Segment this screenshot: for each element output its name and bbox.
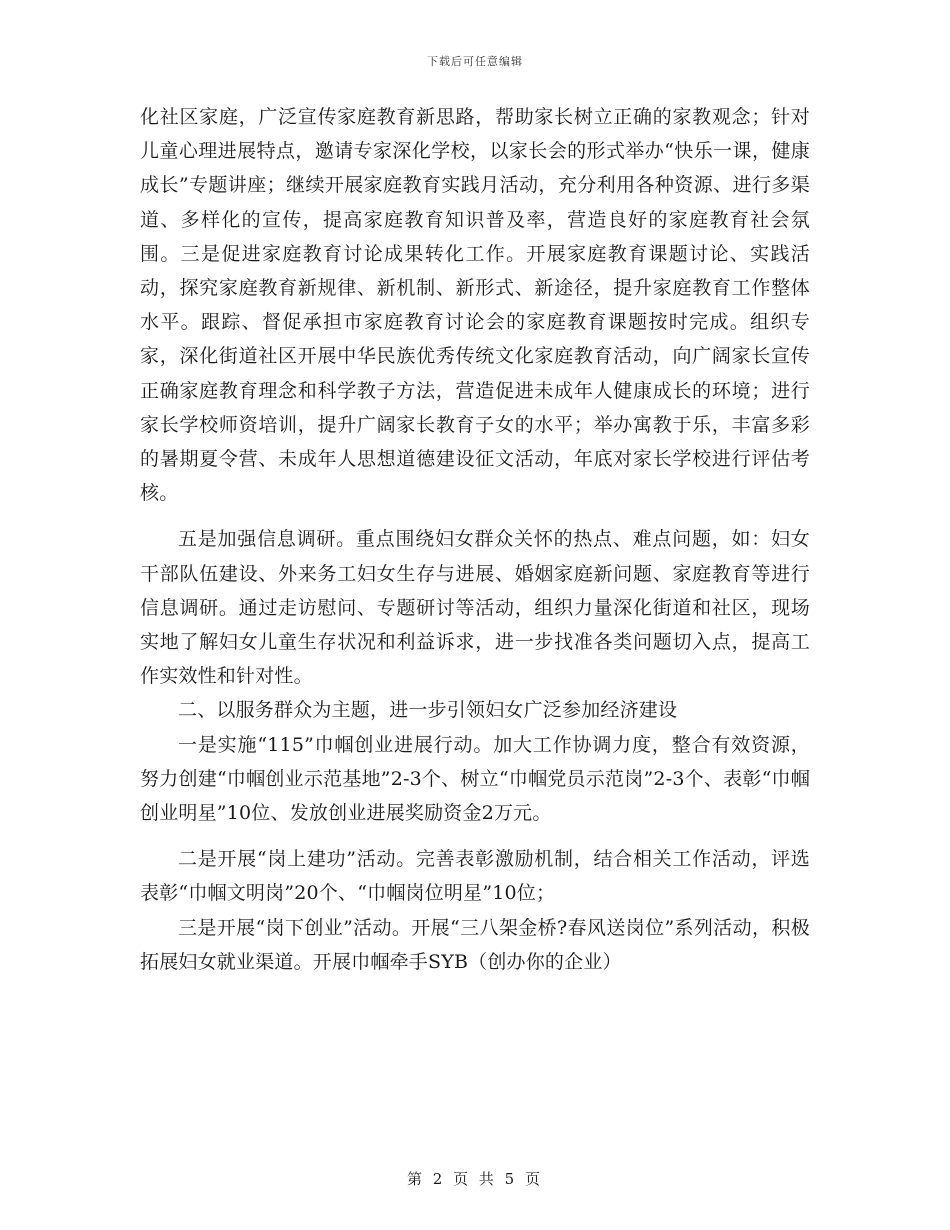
paragraph-post-merit: 二是开展“岗上建功”活动。完善表彰激励机制，结合相关工作活动，评选表彰“巾帼文明岗”20个、“巾帼岗位明星”10位； [140, 848, 810, 905]
body-text [140, 100, 810, 979]
page-header: 下载后可任意编辑 [427, 55, 523, 68]
paragraph-entrepreneurship-action: 一是实施“115”巾帼创业进展行动。加大工作协调力度，整合有效资源，努力创建“巾帼创业示范基地”2-3个、树立“巾帼党员示范岗”2-3个、表彰“巾帼创业明星”10位、发放创业进展奖励资金2万元。 [140, 733, 810, 825]
paragraph-information-research: 五是加强信息调研。重点围绕妇女群众关怀的热点、难点问题，如：妇女干部队伍建设、外来务工妇女生存与进展、婚姻家庭新问题、家庭教育等进行信息调研。通过走访慰问、专题研讨等活动，组织力量深化街道和社区，现场实地了解妇女儿童生存状况和利益诉求，进一步找准各类问题切入点，提高工作实效性和针对性。 [140, 528, 810, 688]
paragraph-post-startup: 三是开展“岗下创业”活动。开展“三八架金桥?春风送岗位”系列活动，积极拓展妇女就业渠道。开展巾帼牵手SYB（创办你的企业） [140, 916, 810, 973]
section-heading-economic-construction: 二、以服务群众为主题，进一步引领妇女广泛参加经济建设 [178, 699, 678, 722]
paragraph-family-education: 化社区家庭，广泛宣传家庭教育新思路，帮助家长树立正确的家教观念；针对儿童心理进展特点，邀请专家深化学校，以家长会的形式举办“快乐一课，健康成长”专题讲座；继续开展家庭教育实践月活动，充分利用各种资源、进行多渠道、多样化的宣传，提高家庭教育知识普及率，营造良好的家庭教育社会氛围。三是促进家庭教育讨论成果转化工作。开展家庭教育课题讨论、实践活动，探究家庭教育新规律、新机制、新形式、新途径，提升家庭教育工作整体水平。跟踪、督促承担市家庭教育讨论会的家庭教育课题按时完成。组织专家，深化街道社区开展中华民族优秀传统文化家庭教育活动，向广阔家长宣传正确家庭教育理念和科学教子方法，营造促进未成年人健康成长的环境；进行家长学校师资培训，提升广阔家长教育子女的水平；举办寓教于乐，丰富多彩的暑期夏令营、未成年人思想道德建设征文活动，年底对家长学校进行评估考核。 [140, 106, 810, 505]
page-footer: 第 2 页 共 5 页 [407, 1170, 543, 1188]
